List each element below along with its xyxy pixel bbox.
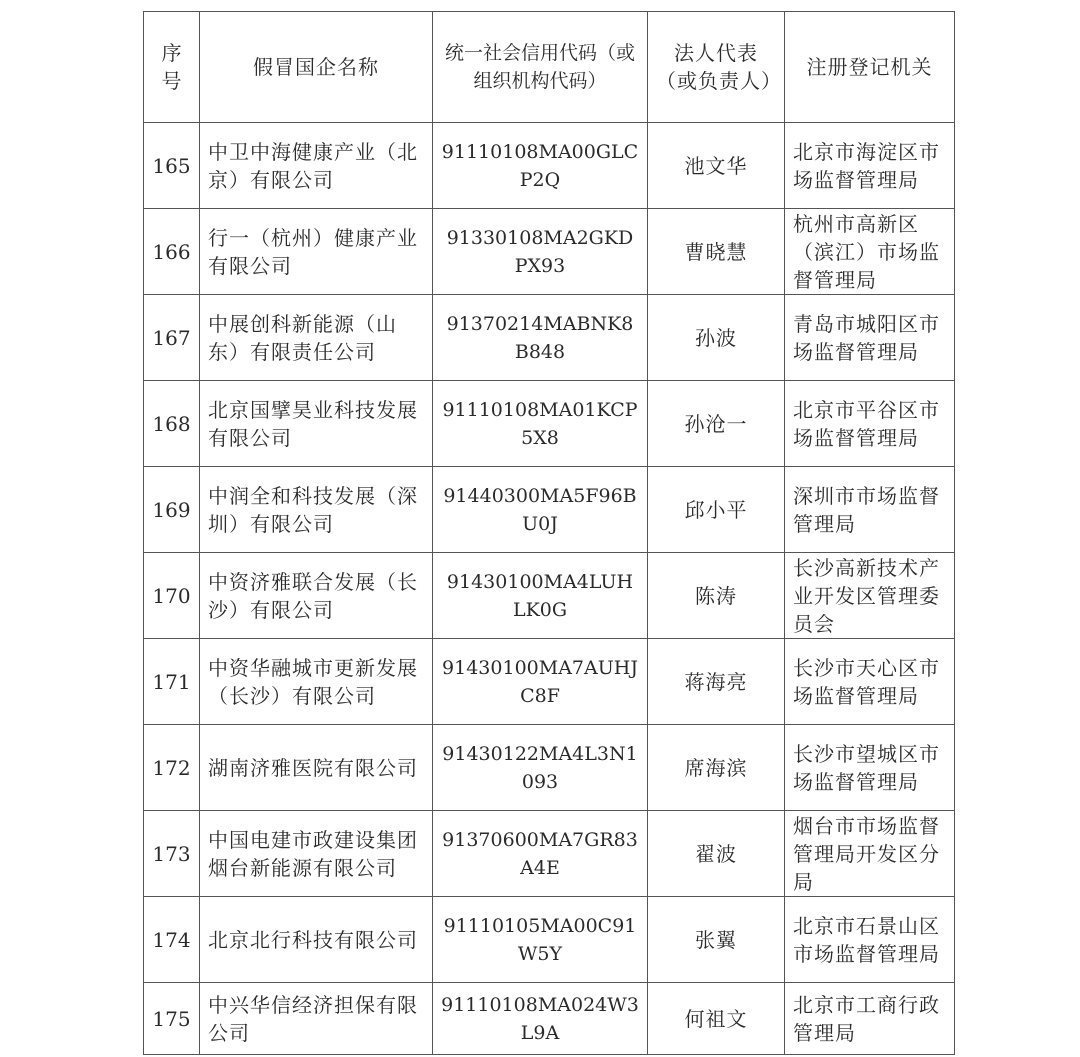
row-credit-code: 91440300MA5F96BU0J xyxy=(433,467,648,553)
table-row xyxy=(144,983,955,1055)
row-registration-authority: 北京市海淀区市场监督管理局 xyxy=(785,123,955,209)
row-credit-code: 91110108MA00GLCP2Q xyxy=(433,123,648,209)
counterfeit-soe-table xyxy=(143,11,955,1055)
row-credit-code: 91370600MA7GR83A4E xyxy=(433,811,648,897)
row-registration-authority: 长沙市望城区市场监督管理局 xyxy=(785,725,955,811)
row-company-name: 中润全和科技发展（深圳）有限公司 xyxy=(200,467,433,553)
row-company-name: 中资华融城市更新发展（长沙）有限公司 xyxy=(200,639,433,725)
row-no: 167 xyxy=(144,295,200,381)
row-legal-representative: 曹晓慧 xyxy=(648,209,785,295)
row-registration-authority: 深圳市市场监督管理局 xyxy=(785,467,955,553)
table-row xyxy=(144,209,955,295)
row-no: 173 xyxy=(144,811,200,897)
row-legal-representative: 孙波 xyxy=(648,295,785,381)
table-header-row xyxy=(144,12,955,123)
header-company-name: 假冒国企名称 xyxy=(200,12,433,123)
row-no: 165 xyxy=(144,123,200,209)
row-registration-authority: 北京市平谷区市场监督管理局 xyxy=(785,381,955,467)
table-row xyxy=(144,725,955,811)
header-registration-authority: 注册登记机关 xyxy=(785,12,955,123)
header-no: 序号 xyxy=(144,12,200,123)
row-company-name: 湖南济雅医院有限公司 xyxy=(200,725,433,811)
row-credit-code: 91110105MA00C91W5Y xyxy=(433,897,648,983)
table-row xyxy=(144,639,955,725)
row-legal-representative: 席海滨 xyxy=(648,725,785,811)
row-legal-representative: 蒋海亮 xyxy=(648,639,785,725)
row-no: 168 xyxy=(144,381,200,467)
table-row xyxy=(144,897,955,983)
row-registration-authority: 青岛市城阳区市场监督管理局 xyxy=(785,295,955,381)
row-registration-authority: 烟台市市场监督管理局开发区分局 xyxy=(785,811,955,897)
row-registration-authority: 长沙高新技术产业开发区管理委员会 xyxy=(785,553,955,639)
row-legal-representative: 孙沧一 xyxy=(648,381,785,467)
row-credit-code: 91370214MABNK8B848 xyxy=(433,295,648,381)
header-credit-code: 统一社会信用代码（或组织机构代码） xyxy=(433,12,648,123)
row-no: 172 xyxy=(144,725,200,811)
row-no: 175 xyxy=(144,983,200,1055)
row-company-name: 中展创科新能源（山东）有限责任公司 xyxy=(200,295,433,381)
row-company-name: 中资济雅联合发展（长沙）有限公司 xyxy=(200,553,433,639)
row-registration-authority: 杭州市高新区（滨江）市场监督管理局 xyxy=(785,209,955,295)
row-company-name: 北京北行科技有限公司 xyxy=(200,897,433,983)
table-row xyxy=(144,295,955,381)
row-legal-representative: 池文华 xyxy=(648,123,785,209)
row-registration-authority: 北京市石景山区市场监督管理局 xyxy=(785,897,955,983)
table-row xyxy=(144,381,955,467)
header-legal-representative: 法人代表（或负责人） xyxy=(648,12,785,123)
row-legal-representative: 邱小平 xyxy=(648,467,785,553)
table-row xyxy=(144,553,955,639)
row-credit-code: 91110108MA024W3L9A xyxy=(433,983,648,1055)
row-company-name: 中兴华信经济担保有限公司 xyxy=(200,983,433,1055)
table-row xyxy=(144,123,955,209)
row-credit-code: 91330108MA2GKDPX93 xyxy=(433,209,648,295)
row-company-name: 中卫中海健康产业（北京）有限公司 xyxy=(200,123,433,209)
row-credit-code: 91430100MA4LUHLK0G xyxy=(433,553,648,639)
row-no: 166 xyxy=(144,209,200,295)
row-company-name: 行一（杭州）健康产业有限公司 xyxy=(200,209,433,295)
row-legal-representative: 何祖文 xyxy=(648,983,785,1055)
row-legal-representative: 翟波 xyxy=(648,811,785,897)
row-credit-code: 91430100MA7AUHJC8F xyxy=(433,639,648,725)
row-company-name: 北京国擘昊业科技发展有限公司 xyxy=(200,381,433,467)
row-credit-code: 91430122MA4L3N1093 xyxy=(433,725,648,811)
row-company-name: 中国电建市政建设集团烟台新能源有限公司 xyxy=(200,811,433,897)
row-legal-representative: 张翼 xyxy=(648,897,785,983)
row-registration-authority: 长沙市天心区市场监督管理局 xyxy=(785,639,955,725)
row-no: 169 xyxy=(144,467,200,553)
row-no: 171 xyxy=(144,639,200,725)
row-registration-authority: 北京市工商行政管理局 xyxy=(785,983,955,1055)
row-no: 174 xyxy=(144,897,200,983)
table-row xyxy=(144,467,955,553)
row-no: 170 xyxy=(144,553,200,639)
row-credit-code: 91110108MA01KCP5X8 xyxy=(433,381,648,467)
table-row xyxy=(144,811,955,897)
row-legal-representative: 陈涛 xyxy=(648,553,785,639)
